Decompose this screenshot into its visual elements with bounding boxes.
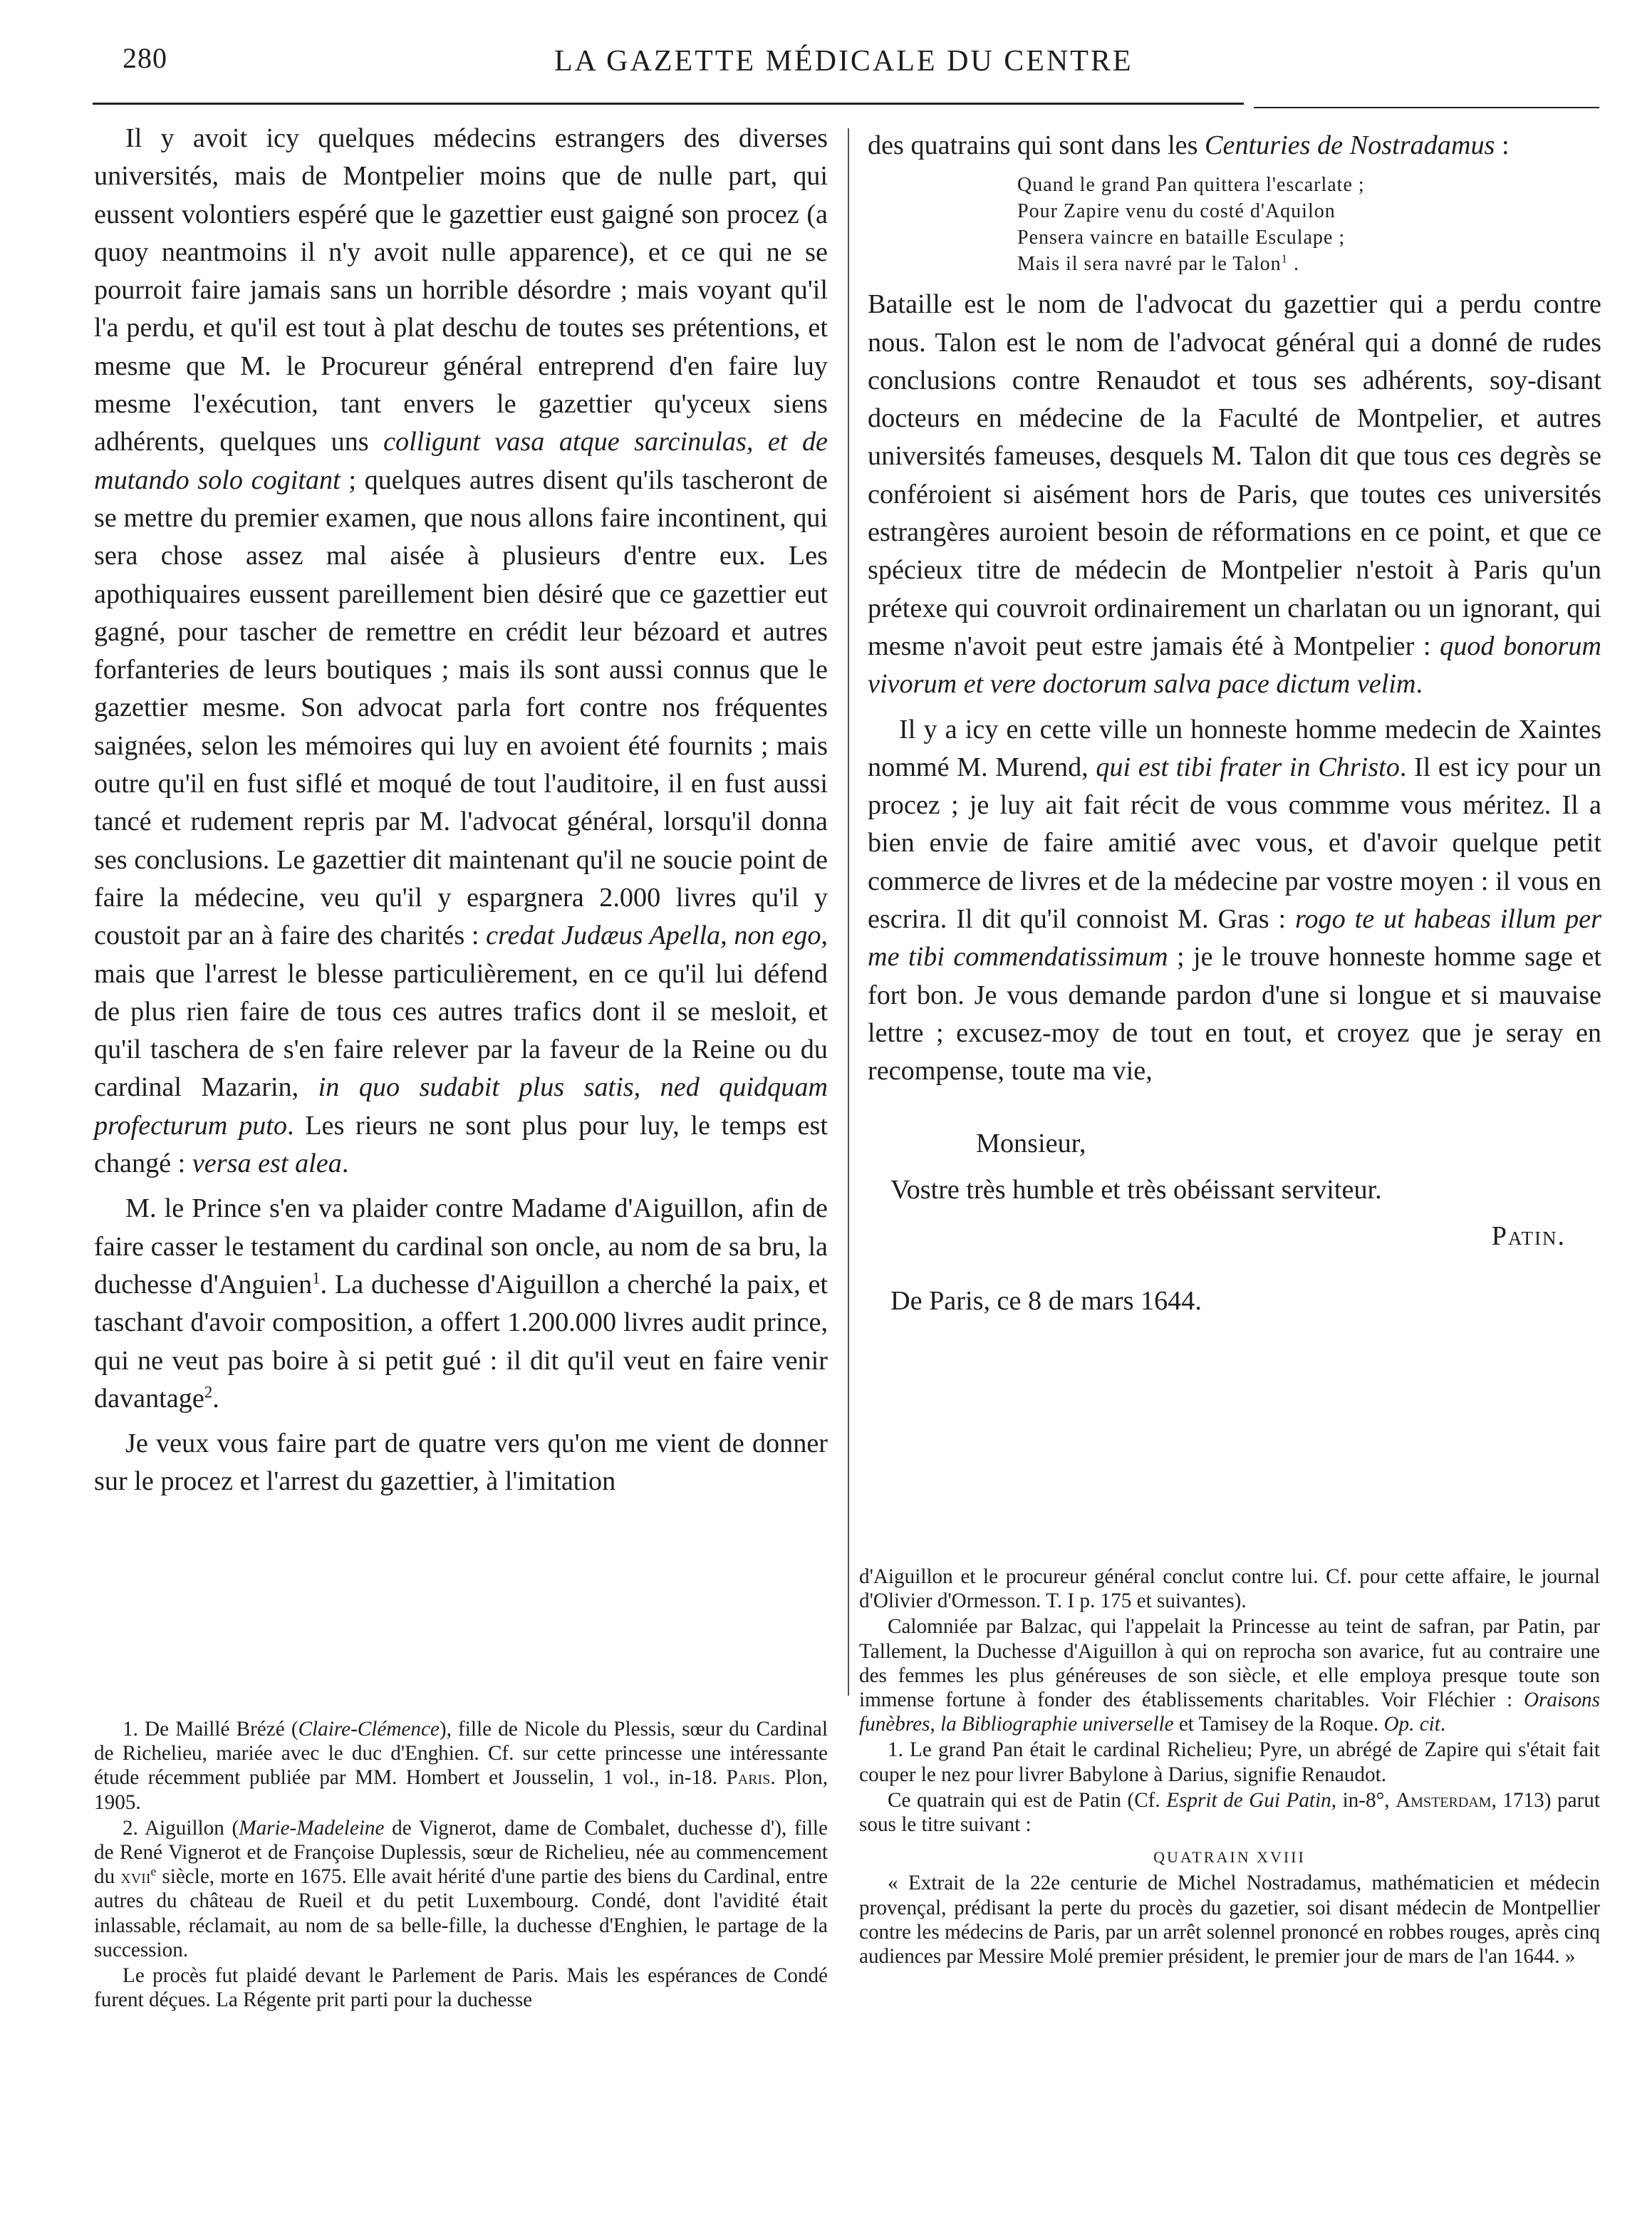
quatrain-extract: « Extrait de la 22e centurie de Michel Nostradamus, mathématicien et médecin provençal, prédisant la perte du procès du gazetier, soi disant médecin de Montpellier contre les médecins de Paris, par un arrêt solennel prononcé en robbes rouges, après cinq audiences par Messire Molé premier président, le premier jour de mars de l'an 1644. » (859, 1872, 1600, 1969)
footnote-ref-1: 1 (312, 1269, 321, 1287)
quatrain-line-1: Quand le grand Pan quittera l'escarlate ; (1017, 174, 1365, 197)
left-paragraph-1: Il y avoit icy quelques médecins estrangers des diverses universités, mais de Montpelier moins que de nulle part, qui eussent volontiers espéré que le gazettier eust gaigné son procez (a quoy neantmoins il n'y avoit nulle apparence), et ce qui ne se pourroit faire jamais sans un horrible désordre ; mais voyant qu'il l'a perdu, et qu'il est tout à plat deschu de toutes ses prétentions, et mesme que M. le Procureur général entreprend d'en faire luy mesme l'exécution, tant envers le gazettier qu'yceux siens adhérents, quelques uns colligunt vasa atque sarcinulas, et de mutando solo cogitant ; quelques autres disent qu'ils tascheront de se mettre du premier examen, que nous allons faire incontinent, qui sera chose assez mal aisée à plusieurs d'entre eux. Les apothiquaires eussent pareillement bien désiré que ce gazettier eut gagné, pour tascher de remettre en crédit leur bézoard et autres forfanteries de leurs boutiques ; mais ils sont aussi connus que le gazettier mesme. Son advocat parla fort contre nos fréquentes saignées, selon les mémoires qui luy en avoient été fournits ; mais outre qu'il en fust siflé et moqué de tout l'auditoire, il en fust aussi tancé et rudement repris par M. l'advocat général, lorsqu'il donna ses conclusions. Le gazettier dit maintenant qu'il ne soucie point de faire la médecine, veu qu'il y espargnera 2.000 livres qu'il y coustoit par an à faire des charités : credat Judæus Apella, non ego, mais que l'arrest le blesse particulièrement, en ce qu'il lui défend de plus rien faire de tous ces autres trafics dont il se mesloit, et qu'il taschera de s'en faire relever par la faveur de la Reine ou du cardinal Mazarin, in quo sudabit plus satis, ned quidquam profecturum puto. Les rieurs ne sont plus pour luy, le temps est changé : versa est alea. (94, 123, 828, 1179)
footnote-1: 1. De Maillé Brézé (Claire-Clémence), fille de Nicole du Plessis, sœur du Cardinal de Richelieu, mariée avec le duc d'Enghien. Cf. sur cette princesse une intéressante étude récemment publiée par MM. Hombert et Jousselin, 1 vol., in-18. Paris. Plon, 1905. (94, 1718, 828, 1814)
footnote-quatrain-source: Ce quatrain qui est de Patin (Cf. Esprit de Gui Patin, in-8°, Amsterdam, 1713) parut sous le titre suivant : (859, 1788, 1600, 1837)
signature: Patin. (1491, 1220, 1566, 1251)
footnote-ref-q: 1 (1281, 251, 1289, 266)
quatrain-line-4: Mais il sera navré par le Talon$^1$ . (1017, 251, 1300, 276)
running-title: LA GAZETTE MÉDICALE DU CENTRE (554, 45, 1133, 78)
quatrain-line-3: Pensera vaincre en bataille Esculape ; (1017, 227, 1346, 249)
salutation: Monsieur, (976, 1128, 1086, 1158)
dateline: De Paris, ce 8 de mars 1644. (890, 1285, 1202, 1316)
page-number: 280 (123, 42, 167, 74)
right-column (868, 127, 1601, 1320)
quatrain-line-2: Pour Zapire venu du costé d'Aquilon (1017, 200, 1336, 223)
right-paragraph-1: des quatrains qui sont dans les Centuries de Nostradamus : (868, 130, 1510, 160)
header-rule (93, 103, 1244, 105)
footnotes-left (94, 1717, 828, 2013)
left-paragraph-2: M. le Prince s'en va plaider contre Madame d'Aiguillon, afin de faire casser le testament du cardinal son oncle, au nom de sa bru, la duchesse d'Anguien$^1$. La duchesse d'Aiguillon a cherché la paix, et taschant d'avoir composition, a offert 1.200.000 livres audit prince, qui ne veut pas boire à si petit gué : il dit qu'il veut en faire venir davantage$^2$. (94, 1193, 828, 1414)
valediction: Vostre très humble et très obéissant serviteur. (890, 1174, 1382, 1205)
footnote-2: 2. Aiguillon (Marie-Madeleine de Vignerot, dame de Combalet, duchesse d'), fille de René Vignerot et de Françoise Duplessis, sœur de Richelieu, née au commencement du xvii$^e$ siècle, morte en 1675. Elle avait hérité d'une partie des biens du Cardinal, entre autres du château de Rueil et du petit Luxembourg. Condé, dont l'avidité était inlassable, réclamait, au nom de sa belle-fille, la duchesse d'Enghien, le partage de la succession. (94, 1816, 828, 1961)
footnote-ref-2: 2 (204, 1383, 213, 1401)
quatrain-heading: QUATRAIN XVIII (1153, 1848, 1306, 1867)
header-rule-right (1254, 107, 1599, 108)
quatrain (1017, 172, 1601, 277)
footnote-2-continued: Le procès fut plaidé devant le Parlement de Paris. Mais les espérances de Condé furent déçues. La Régente prit parti pour la duchesse (94, 1964, 828, 2012)
left-column (94, 120, 828, 1501)
footnotes-right (859, 1565, 1600, 1970)
footnote-2-continuation: d'Aiguillon et le procureur général conclut contre lui. Cf. pour cette affaire, le journal d'Olivier d'Ormesson. T. I p. 175 et suivantes). (859, 1565, 1600, 1613)
footnote-quatrain-1: 1. Le grand Pan était le cardinal Richelieu; Pyre, un abrégé de Zapire qui s'était fait couper le nez pour livrer Babylone à Darius, signifie Renaudot. (859, 1738, 1600, 1786)
right-paragraph-3: Il y a icy en cette ville un honneste homme medecin de Xaintes nommé M. Murend, qui est tibi frater in Christo. Il est icy pour un procez ; je luy ait fait récit de vous commme vous méritez. Il a bien envie de faire amitié avec vous, et d'avoir quelque petit commerce de livres et de la médecine par vostre moyen : il vous en escrira. Il dit qu'il connoist M. Gras : rogo te ut habeas illum per me tibi commendatissimum ; je le trouve honneste homme sage et fort bon. Je vous demande pardon d'une si longue et si mauvaise lettre ; excusez-moy de tout en tout, et croyez que je seray en recompense, toute ma vie, (868, 714, 1601, 1086)
right-paragraph-2: Bataille est le nom de l'advocat du gazettier qui a perdu contre nous. Talon est le nom de l'advocat général qui a donné de rudes conclusions contre Renaudot et tous ses adhérents, soy-disant docteurs en médecine de la Faculté de Montpelier, et autres universités fameuses, desquels M. Talon dit que tous ces degrès se conféroient si aisément hors de Paris, que toutes ces universités estrangères auroient besoin de réformations en ce point, et que ce spécieux titre de médecin de Montpelier n'estoit à Paris qu'un prétexe qui couvroit ordinairement un charlatan ou un ignorant, qui mesme n'avoit peut estre jamais été à Montpelier : quod bonorum vivorum et vere doctorum salva pace dictum velim. (868, 289, 1601, 700)
left-paragraph-3: Je veux vous faire part de quatre vers qu'on me vient de donner sur le procez et l'arrest du gazettier, à l'imitation (94, 1428, 828, 1497)
footnote-2-commentary: Calomniée par Balzac, qui l'appelait la Princesse au teint de safran, par Patin, par Tallement, la Duchesse d'Aiguillon à qui on reprocha son avarice, fut au contraire une des femmes les plus généreuses de son siècle, et elle employa presque toute son immense fortune à fonder des établissements charitables. Voir Fléchier : Oraisons funèbres, la Bibliographie universelle et Tamisey de la Roque. Op. cit. (859, 1615, 1600, 1736)
column-divider (848, 128, 849, 1696)
